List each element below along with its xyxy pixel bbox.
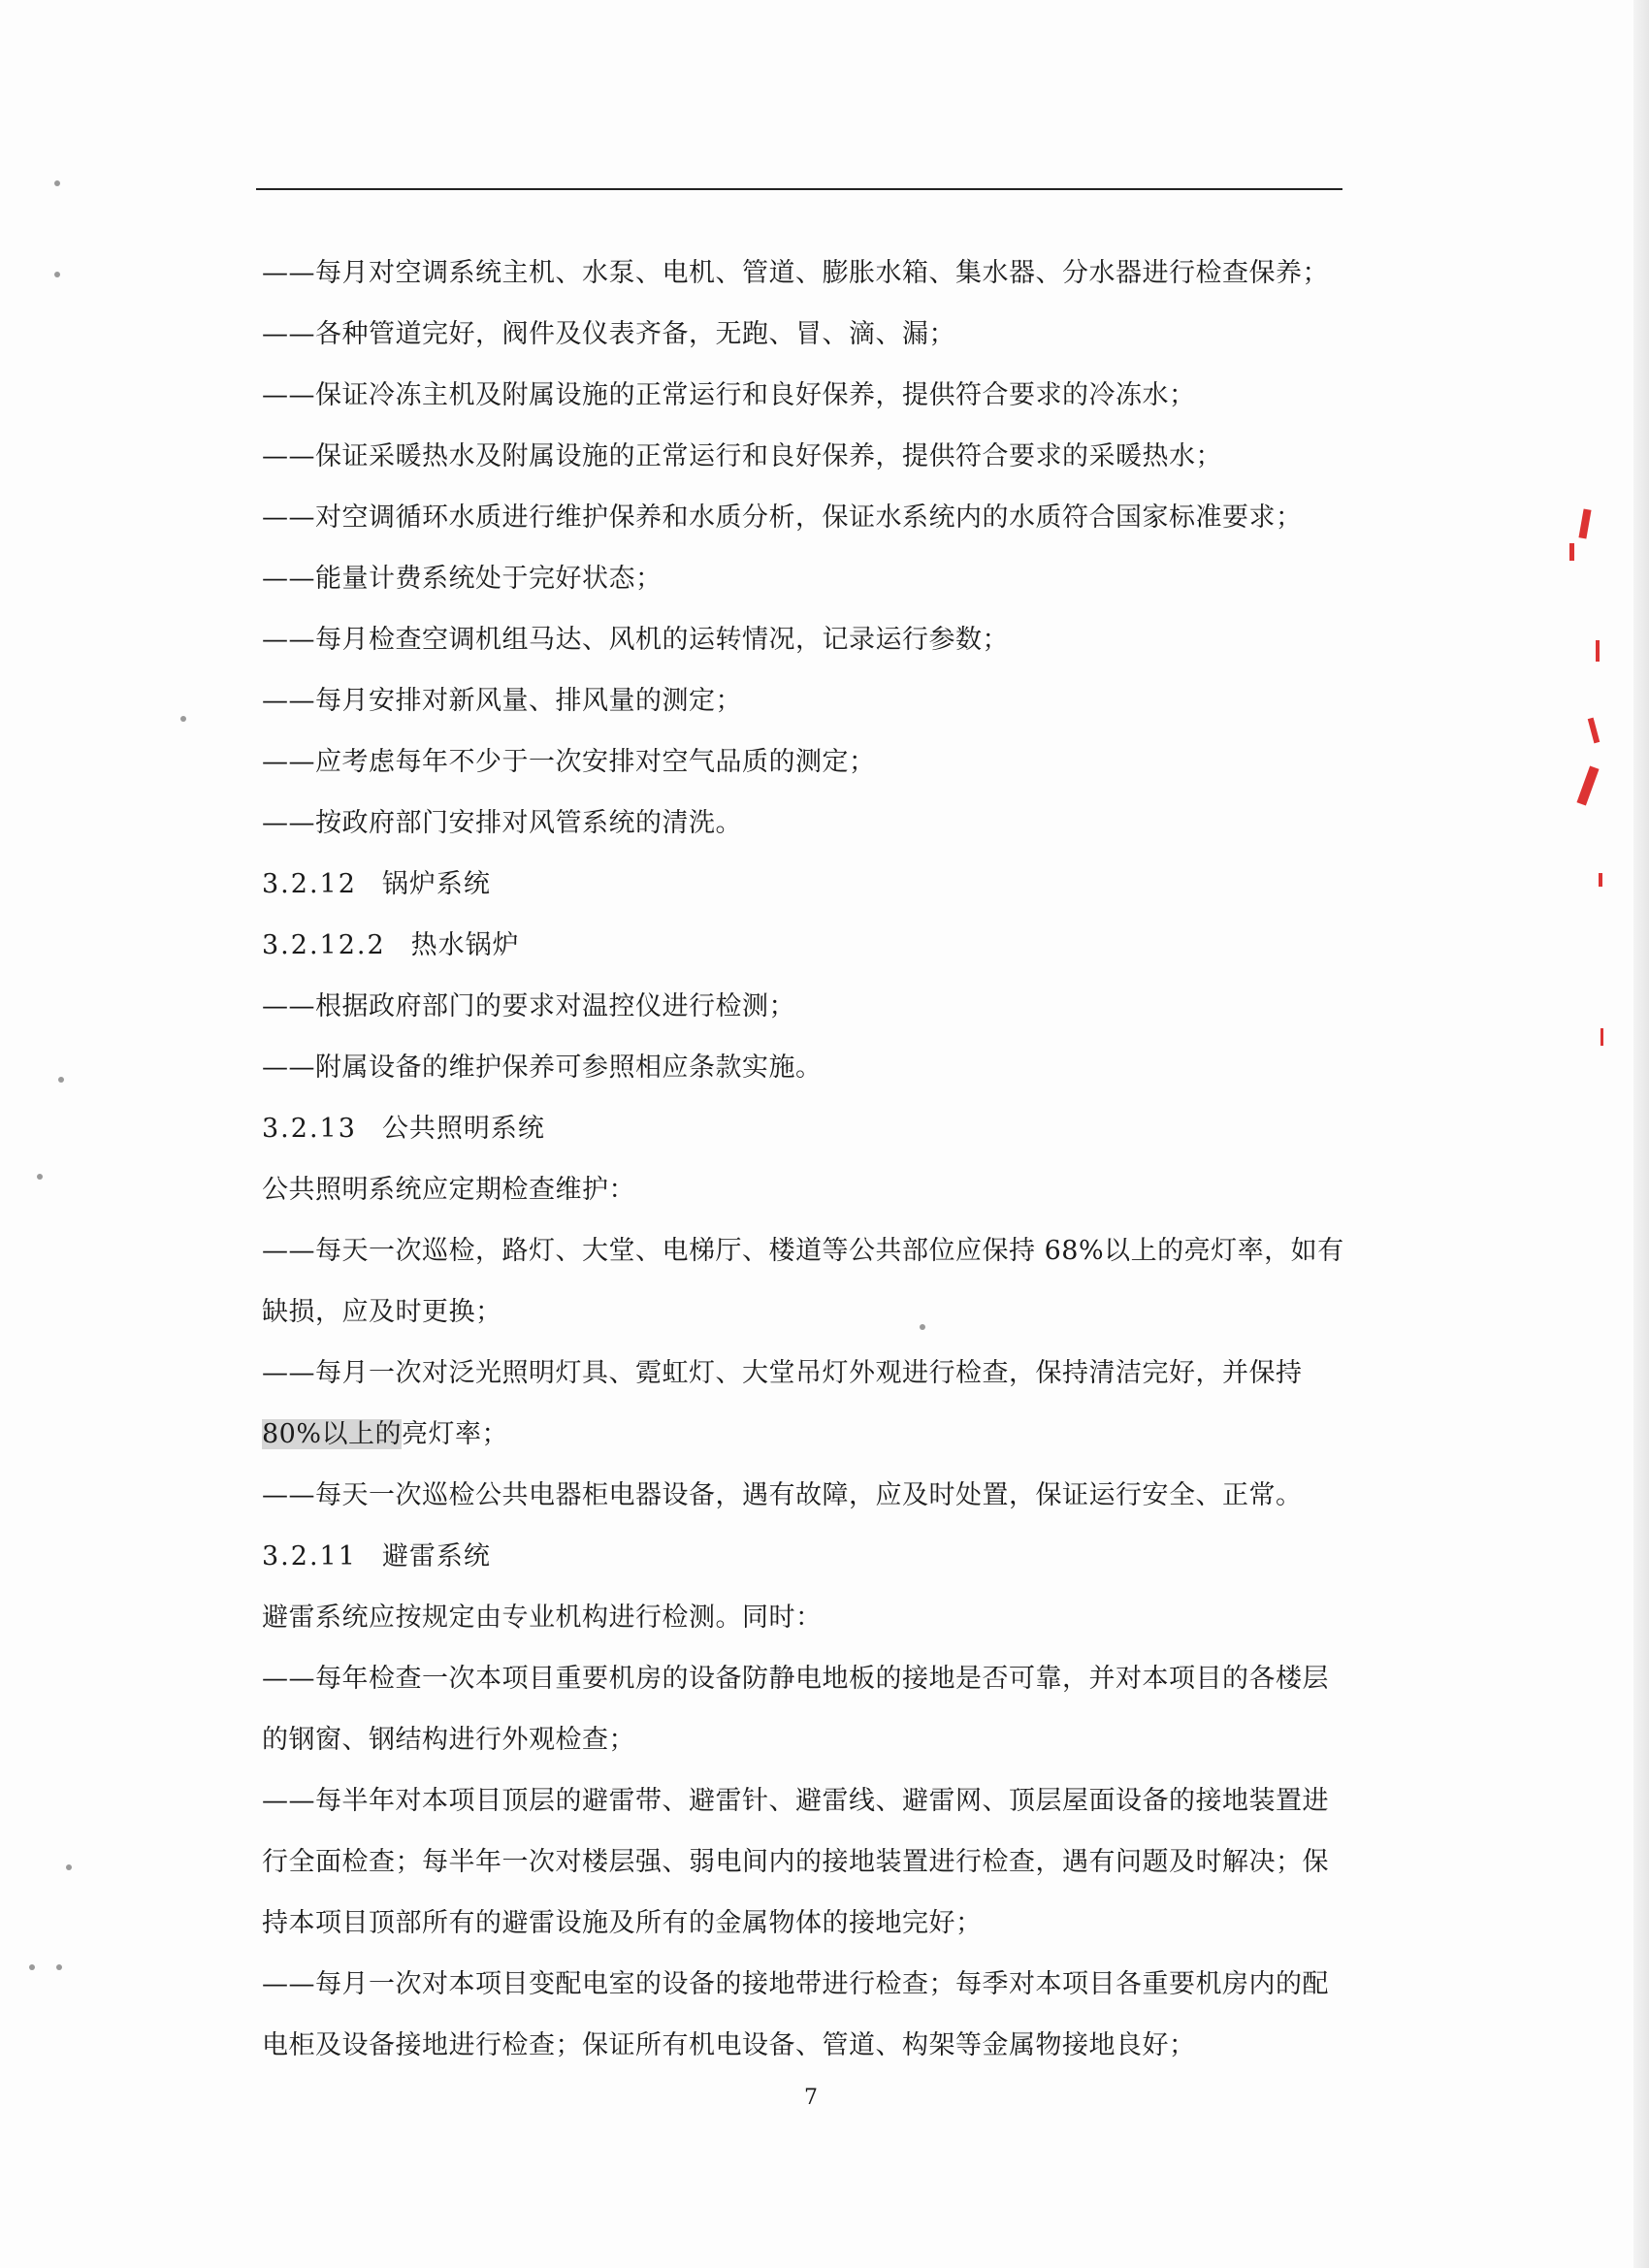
stamp-fragment — [1600, 1028, 1603, 1046]
section-heading-lightning-protection — [262, 1526, 1358, 1587]
body-line: 避雷系统应按规定由专业机构进行检测。同时： — [262, 1603, 823, 1633]
scan-dust — [58, 1077, 64, 1083]
highlighted-text: 80%以上的 — [262, 1419, 403, 1449]
scan-dust — [54, 180, 60, 186]
scan-dust — [54, 272, 60, 277]
section-number: 3.2.13 — [262, 1114, 357, 1144]
body-line — [262, 1404, 1358, 1465]
section-heading-public-lighting — [262, 1098, 1358, 1159]
body-line: ——保证采暖热水及附属设施的正常运行和良好保养，提供符合要求的采暖热水； — [262, 441, 1222, 471]
section-number: 3.2.12.2 — [262, 930, 386, 960]
body-line: 的钢窗、钢结构进行外观检查； — [262, 1725, 635, 1755]
body-line: ——各种管道完好，阀件及仪表齐备，无跑、冒、滴、漏； — [262, 319, 955, 349]
stamp-fragment — [1599, 873, 1602, 887]
stamp-fragment — [1588, 718, 1600, 744]
stamp-fragment — [1596, 640, 1600, 662]
body-line: ——每月检查空调机组马达、风机的运转情况，记录运行参数； — [262, 625, 1009, 655]
stamp-fragment — [1578, 509, 1591, 539]
stamp-fragment — [1576, 765, 1599, 805]
body-line: ——每月一次对泛光照明灯具、霓虹灯、大堂吊灯外观进行检查，保持清洁完好，并保持 — [262, 1358, 1303, 1388]
section-title: 公共照明系统 — [381, 1114, 545, 1144]
scan-dust — [920, 1324, 925, 1330]
scan-dust — [29, 1964, 35, 1970]
body-line: 缺损，应及时更换； — [262, 1297, 502, 1327]
stamp-fragment — [1569, 543, 1574, 561]
header-rule — [256, 188, 1342, 190]
body-line: ——每天一次巡检公共电器柜电器设备，遇有故障，应及时处置，保证运行安全、正常。 — [262, 1480, 1303, 1510]
scan-dust — [66, 1864, 72, 1870]
body-line: ——每年检查一次本项目重要机房的设备防静电地板的接地是否可靠，并对本项目的各楼层 — [262, 1664, 1329, 1694]
scan-dust — [37, 1174, 43, 1180]
body-line: ——保证冷冻主机及附属设施的正常运行和良好保养，提供符合要求的冷冻水； — [262, 380, 1196, 410]
body-line: ——能量计费系统处于完好状态； — [262, 564, 663, 594]
section-title: 避雷系统 — [381, 1541, 491, 1571]
body-line: ——根据政府部门的要求对温控仪进行检测； — [262, 991, 795, 1021]
body-line: ——对空调循环水质进行维护保养和水质分析，保证水系统内的水质符合国家标准要求； — [262, 502, 1303, 533]
body-line: 行全面检查；每半年一次对楼层强、弱电间内的接地装置进行检查，遇有问题及时解决；保 — [262, 1847, 1329, 1877]
section-number: 3.2.12 — [262, 869, 357, 899]
body-line: ——应考虑每年不少于一次安排对空气品质的测定； — [262, 747, 876, 777]
body-line: ——附属设备的维护保养可参照相应条款实施。 — [262, 1053, 823, 1083]
body-line: ——每月对空调系统主机、水泵、电机、管道、膨胀水箱、集水器、分水器进行检查保养； — [262, 258, 1329, 288]
scan-dust — [56, 1964, 62, 1970]
body-line: ——每天一次巡检，路灯、大堂、电梯厅、楼道等公共部位应保持 68%以上的亮灯率，如有 — [262, 1236, 1344, 1266]
body-line: ——每半年对本项目顶层的避雷带、避雷针、避雷线、避雷网、顶层屋面设备的接地装置进 — [262, 1786, 1329, 1816]
body-line: ——每月一次对本项目变配电室的设备的接地带进行检查；每季对本项目各重要机房内的配 — [262, 1969, 1329, 1999]
page-number: 7 — [804, 2086, 818, 2110]
section-title: 锅炉系统 — [381, 869, 491, 899]
body-line: 持本项目顶部所有的避雷设施及所有的金属物体的接地完好； — [262, 1908, 983, 1938]
section-title: 热水锅炉 — [410, 930, 520, 960]
section-heading-boiler — [262, 854, 1358, 915]
document-body — [262, 243, 1358, 2076]
scan-dust — [180, 716, 186, 722]
body-line: 公共照明系统应定期检查维护： — [262, 1175, 635, 1205]
section-heading-hot-water-boiler — [262, 915, 1358, 976]
section-number: 3.2.11 — [262, 1541, 357, 1571]
scan-edge — [1633, 0, 1649, 2268]
body-line: 电柜及设备接地进行检查；保证所有机电设备、管道、构架等金属物接地良好； — [262, 2030, 1196, 2060]
body-line: ——每月安排对新风量、排风量的测定； — [262, 686, 742, 716]
body-text: 亮灯率； — [402, 1419, 509, 1449]
body-line: ——按政府部门安排对风管系统的清洗。 — [262, 808, 742, 838]
